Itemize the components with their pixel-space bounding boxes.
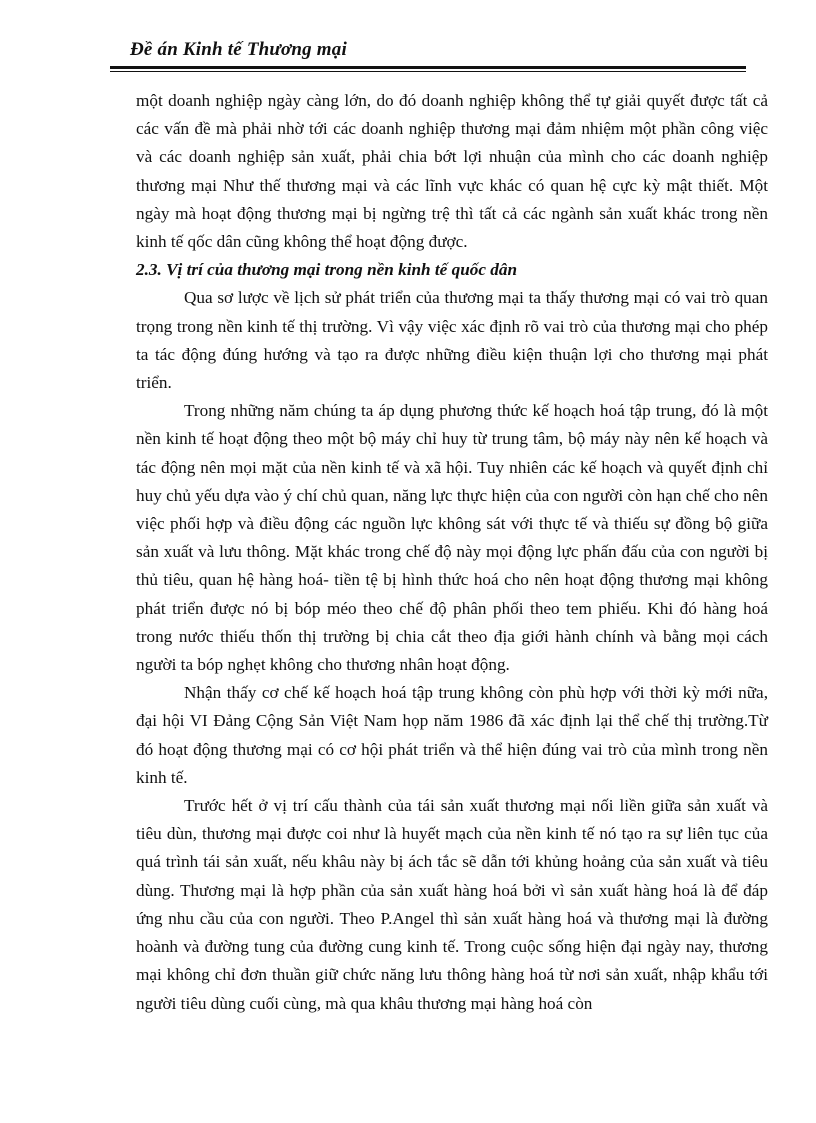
section-heading: 2.3. Vị trí của thương mại trong nền kinh tế quốc dân: [136, 260, 518, 280]
page-header: [110, 22, 746, 72]
paragraph-3: Nhận thấy cơ chế kế hoạch hoá tập trung không còn phù hợp với thời kỳ mới nữa, đại hội VI Đảng Cộng Sản Việt Nam họp năm 1986 đã xác định lại thể chế thị trường.Từ đó hoạt động thương mại có cơ hội phát triển và thể hiện đúng vai trò của mình trong nền kinh tế.: [136, 683, 768, 787]
paragraph-1: Qua sơ lược về lịch sử phát triển của thương mại ta thấy thương mại có vai trò quan trọng trong nền kinh tế thị trường. Vì vậy việc xác định rõ vai trò của thương mại cho phép ta tác động đúng hướng và tạo ra được những điều kiện thuận lợi cho thương mại phát triển.: [136, 288, 768, 393]
paragraph-continuation: một doanh nghiệp ngày càng lớn, do đó doanh nghiệp không thể tự giải quyết được tất cả các vấn đề mà phải nhờ tới các doanh nghiệp thương mại đảm nhiệm một phần công việc và các doanh nghiệp sản xuất, phải chia bớt lợi nhuận của mình cho các doanh nghiệp thương mại Như thế thương mại và các lĩnh vực khác có quan hệ cực kỳ mật thiết. Một ngày mà hoạt động thương mại bị ngừng trệ thì tất cả các ngành sản xuất khác trong nền kinh tế qốc dân cũng không thể hoạt động được.: [136, 91, 768, 252]
document-body: [136, 87, 768, 1018]
header-title: Đề án Kinh tế Thương mại: [130, 39, 347, 60]
header-rule-thick: [110, 66, 746, 69]
header-rule-thin: [110, 71, 746, 72]
paragraph-4: Trước hết ở vị trí cấu thành của tái sản xuất thương mại nối liền giữa sản xuất và tiêu dùn, thương mại được coi như là huyết mạch của nền kinh tế nó tạo ra sự liên tục của quá trình tái sản xuất, nếu khâu này bị ách tắc sẽ dẫn tới khủng hoảng của sản xuất và tiêu dùng. Thương mại là hợp phần của sản xuất hàng hoá bởi vì sản xuất hàng hoá là để đáp ứng nhu cầu của con người. Theo P.Angel thì sản xuất hàng hoá và thương mại là đường hoành và đường tung của đường cung kinh tế. Trong cuộc sống hiện đại ngày nay, thương mại không chỉ đơn thuần giữ chức năng lưu thông hàng hoá từ nơi sản xuất, nhập khẩu tới người tiêu dùng cuối cùng, mà qua khâu thương mại hàng hoá còn: [136, 796, 768, 1013]
paragraph-2: Trong những năm chúng ta áp dụng phương thức kế hoạch hoá tập trung, đó là một nền kinh tế hoạt động theo một bộ máy chỉ huy từ trung tâm, bộ máy này nên kế hoạch và tác động nên mọi mặt của nền kinh tế và xã hội. Tuy nhiên các kế hoạch và quyết định chỉ huy chủ yếu dựa vào ý chí chủ quan, năng lực thực hiện của con người còn hạn chế cho nên việc phối hợp và điều động các nguồn lực không sát với thực tế và thiếu sự đồng bộ giữa sản xuất và lưu thông. Mặt khác trong chế độ này mọi động lực phấn đấu của con người bị thủ tiêu, quan hệ hàng hoá- tiền tệ bị hình thức hoá cho nên hoạt động thương mại không phát triển được nó bị bóp méo theo chế độ phân phối theo tem phiếu. Khi đó hàng hoá trong nước thiếu thốn thị trường bị chia cắt theo địa giới hành chính và bằng mọi cách người ta bóp nghẹt không cho thương nhân hoạt động.: [136, 401, 768, 675]
